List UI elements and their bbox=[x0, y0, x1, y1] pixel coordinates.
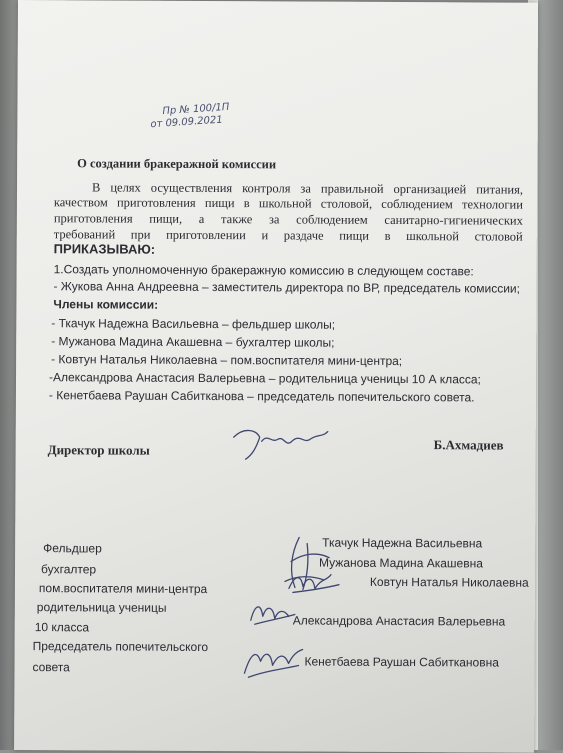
commission-chair: - Жукова Анна Андреевна – заместитель директора по ВР, председатель комиссии; bbox=[53, 279, 521, 296]
preamble-line-4: требований при приготовлении и раздаче пищи в школьной столовой bbox=[53, 227, 523, 244]
document-title: О создании бракеражной комиссии bbox=[77, 156, 277, 172]
director-name: Б.Ахмадиев bbox=[433, 437, 504, 453]
signer-name: Ковтун Наталья Николаевна bbox=[369, 574, 529, 590]
background-right bbox=[535, 0, 563, 750]
role-label: совета bbox=[32, 660, 70, 675]
document-page bbox=[14, 0, 538, 753]
signature-mark bbox=[245, 596, 300, 628]
member-line: - Мужанова Мадина Акашевна – бухгалтер школы; bbox=[51, 334, 335, 350]
role-label: Председатель попечительского bbox=[32, 639, 209, 655]
signer-name: Александрова Анастасия Валерьевна bbox=[292, 613, 506, 629]
preamble-line-3: приготовления пищи, а также за соблюдением санитарно-гигиенических bbox=[53, 211, 523, 228]
signature-mark bbox=[236, 641, 306, 681]
director-signature bbox=[226, 419, 336, 466]
item-1: 1.Создать уполномоченную бракеражную комиссию в следующем составе: bbox=[53, 262, 474, 279]
director-label: Директор школы bbox=[47, 442, 150, 458]
member-line: - Кенетбаева Раушан Сабитканова – председатель попечительского совета. bbox=[48, 388, 475, 405]
signer-name: Кенетбаева Раушан Сабиткановна bbox=[304, 654, 499, 670]
member-line: -Александрова Анастасия Валерьевна – родительница ученицы 10 А класса; bbox=[48, 370, 481, 387]
preamble-line-2: качеством приготовления пищи в школьной столовой, соблюдением технологии bbox=[53, 195, 523, 212]
order-number: Пр № 100/1П bbox=[162, 101, 230, 118]
preamble-line-1: В целях осуществления контроля за правильной организацией питания, bbox=[91, 180, 524, 197]
order-date: от 09.09.2021 bbox=[150, 114, 224, 131]
role-label: Фельдшер bbox=[43, 541, 102, 556]
role-label: родительница ученицы bbox=[36, 600, 167, 615]
signer-name: Ткачук Надежна Васильевна bbox=[322, 535, 483, 551]
members-heading: Члены комиссии: bbox=[53, 297, 159, 312]
role-label: пом.воспитателя мини-центра bbox=[38, 581, 208, 596]
signer-name: Мужанова Мадина Акашевна bbox=[319, 555, 483, 571]
role-label: бухгалтер bbox=[40, 562, 97, 577]
order-word: ПРИКАЗЫВАЮ: bbox=[53, 241, 156, 257]
role-label: 10 класса bbox=[34, 620, 90, 635]
member-line: - Ткачук Надежна Васильевна – фельдшер школы; bbox=[51, 316, 336, 332]
member-line: - Ковтун Наталья Николаевна – пом.воспитателя мини-центра; bbox=[51, 352, 403, 369]
signature-mark bbox=[283, 566, 343, 596]
